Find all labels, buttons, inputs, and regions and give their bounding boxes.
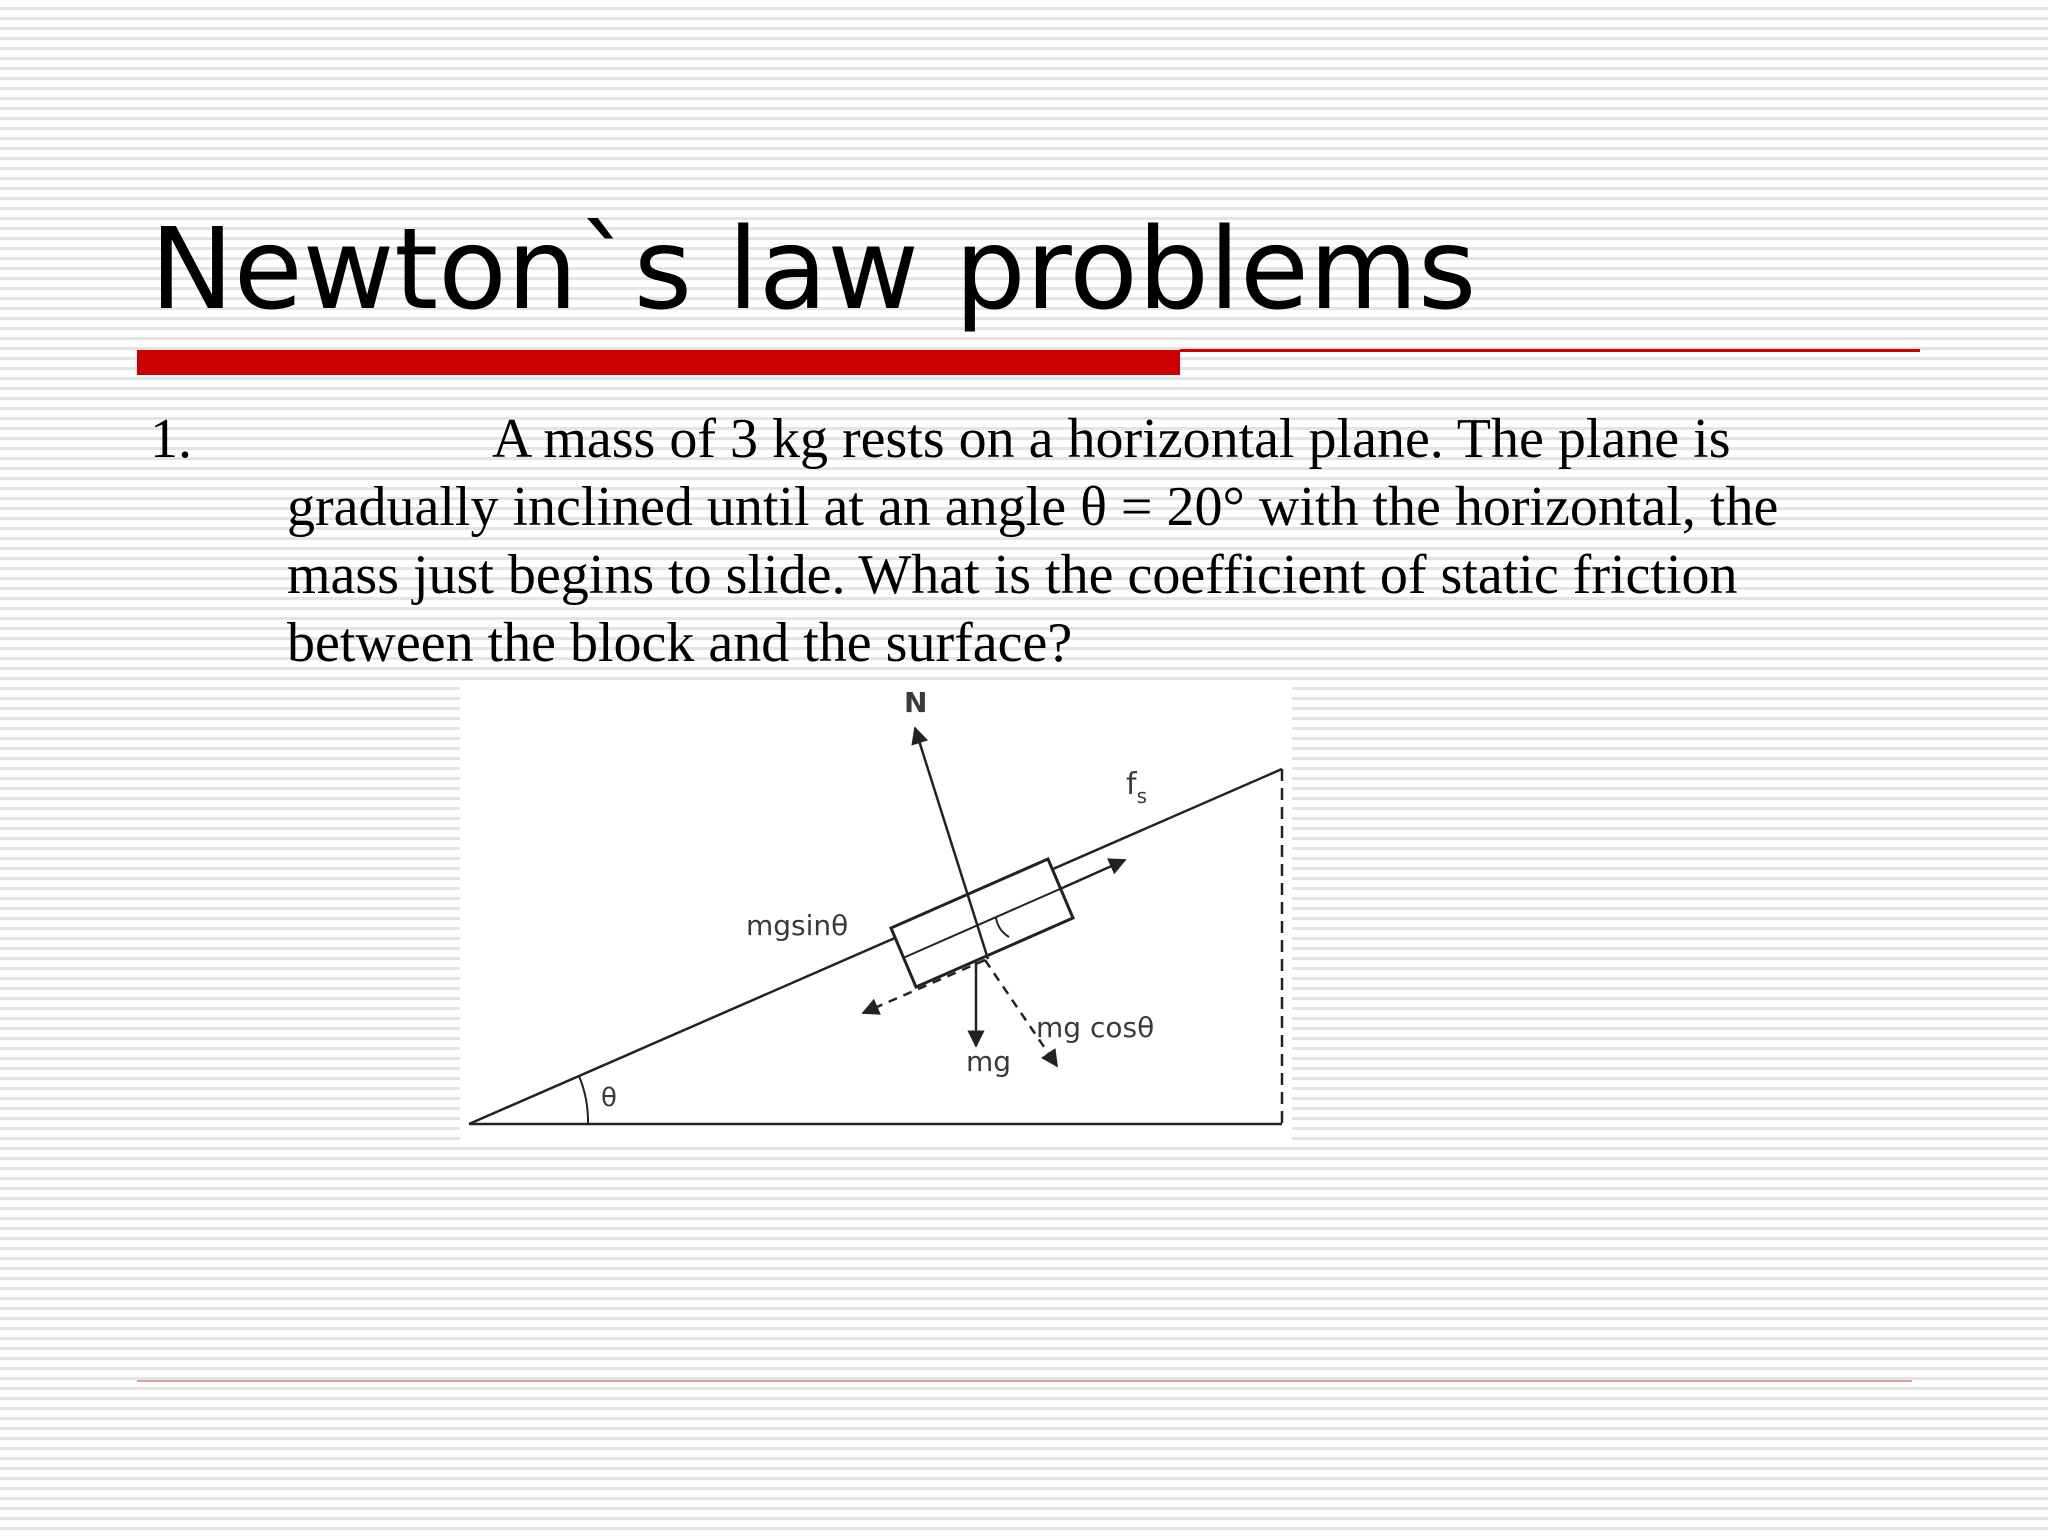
friction-label-main: f xyxy=(1126,767,1137,802)
problem-text: A mass of 3 kg rests on a horizontal plane. The plane is gradually inclined until at an angle θ = 20° with the horizontal, the mass just begins to slide. What is the coefficient of static friction between the block and the surface? xyxy=(287,408,1779,674)
incline-surface xyxy=(469,769,1282,1124)
parallel-component-label: mgsinθ xyxy=(746,909,849,942)
slide-title: Newton`s law problems xyxy=(150,205,1477,335)
friction-force-label xyxy=(1126,767,1147,808)
title-underline-thin xyxy=(1180,349,1920,352)
angle-arc xyxy=(579,1076,588,1124)
friction-label-subscript: s xyxy=(1136,784,1147,808)
weight-label: mg xyxy=(966,1045,1012,1078)
inclined-plane-diagram xyxy=(460,682,1292,1142)
problem-statement xyxy=(150,405,1870,677)
footer-divider xyxy=(137,1380,1912,1382)
title-underline-thick xyxy=(137,350,1180,375)
friction-force-arrow xyxy=(1060,860,1125,889)
angle-label: θ xyxy=(601,1083,617,1113)
normal-force-label: N xyxy=(904,686,928,719)
perpendicular-component-label: mg cosθ xyxy=(1036,1011,1155,1044)
free-body-diagram xyxy=(460,682,1292,1142)
problem-number: 1. xyxy=(150,408,192,470)
